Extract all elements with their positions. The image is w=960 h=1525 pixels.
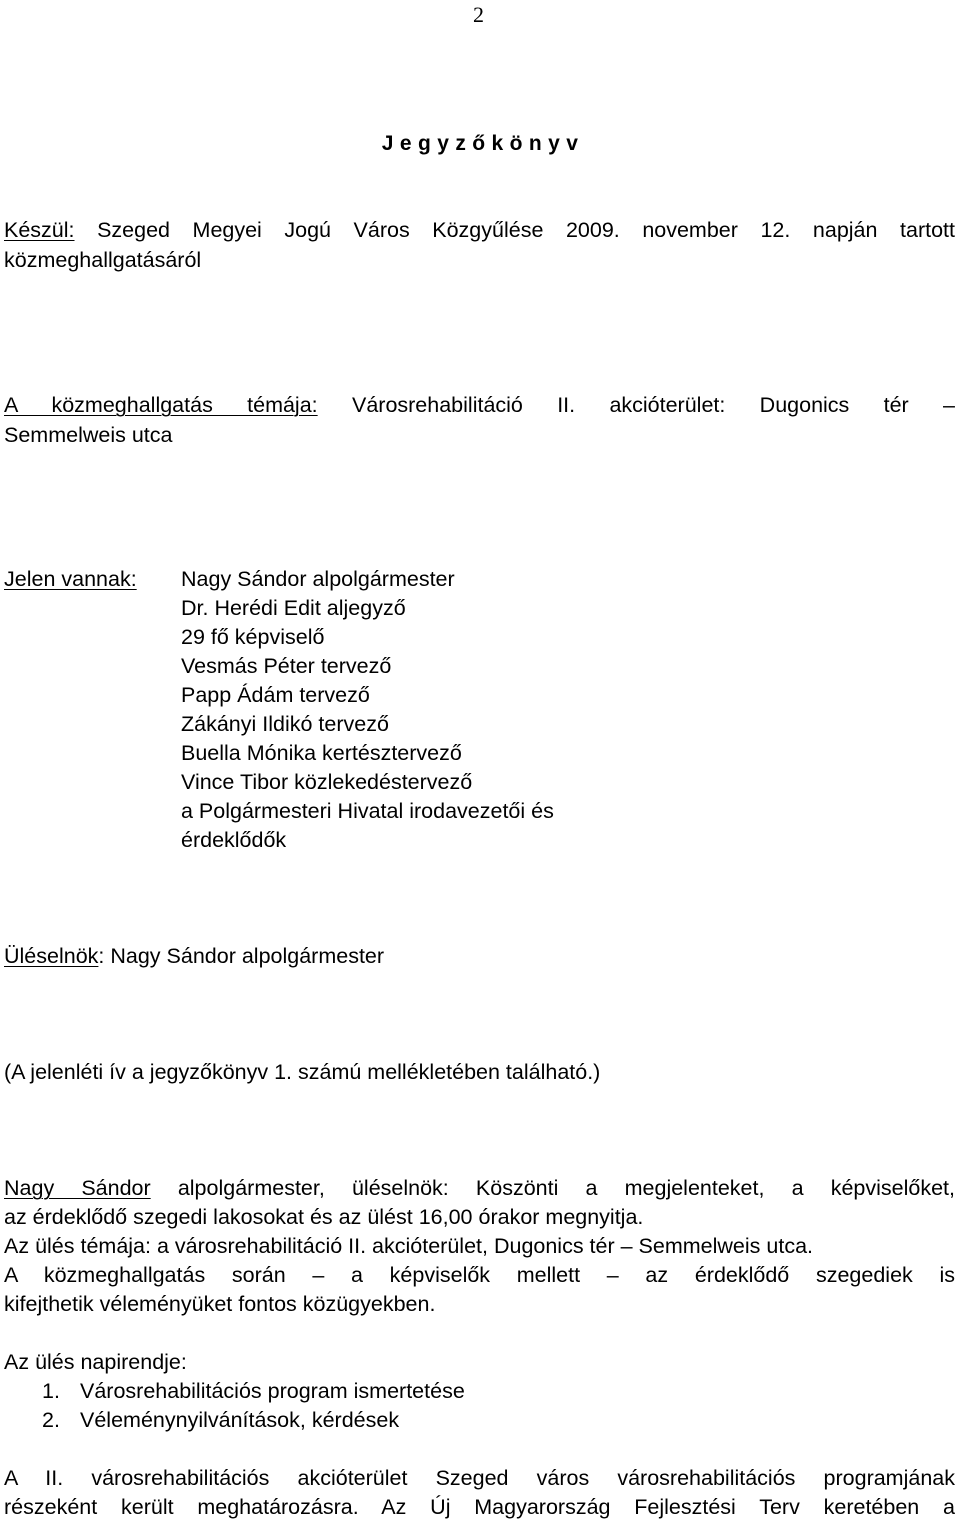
attendee-item: Papp Ádám tervező	[181, 683, 370, 707]
tema-line-1	[4, 393, 955, 418]
keszul-line-2: közmeghallgatásáról	[4, 248, 202, 272]
agenda-item-number: 1.	[42, 1379, 60, 1403]
jelenleti-note: (A jelenléti ív a jegyzőkönyv 1. számú mellékletében található.)	[4, 1060, 601, 1084]
uleselnok-value: : Nagy Sándor alpolgármester	[98, 944, 385, 968]
attendee-item: Zákányi Ildikó tervező	[181, 712, 389, 736]
keszul-text-1: Szeged Megyei Jogú Város Közgyűlése 2009. november 12. napján tartott	[97, 218, 955, 242]
agenda-item-text: Városrehabilitációs program ismertetése	[80, 1379, 465, 1403]
attendee-item: Buella Mónika kertésztervező	[181, 741, 462, 765]
opening-text-1: alpolgármester, üléselnök: Köszönti a megjelenteket, a képviselőket,	[177, 1176, 955, 1200]
speaker-name: Nagy Sándor	[4, 1176, 151, 1200]
uleselnok-label: Üléselnök	[4, 944, 99, 968]
opening-line-1	[4, 1176, 955, 1201]
attendee-item: 29 fő képviselő	[181, 625, 325, 649]
jelen-label: Jelen vannak:	[4, 567, 137, 591]
attendee-item: Vesmás Péter tervező	[181, 654, 392, 678]
keszul-label: Készül:	[4, 218, 75, 242]
uleselnok-line	[4, 944, 384, 969]
opening-line-3: Az ülés témája: a városrehabilitáció II. akcióterület, Dugonics tér – Semmelweis utca.	[4, 1234, 814, 1258]
agenda-item-text: Véleménynyilvánítások, kérdések	[80, 1408, 400, 1432]
opening-line-5: kifejthetik véleményüket fontos közügyekben.	[4, 1292, 436, 1316]
keszul-line-1	[4, 218, 955, 243]
attendee-item: Nagy Sándor alpolgármester	[181, 567, 455, 591]
agenda-item-number: 2.	[42, 1408, 60, 1432]
attendee-item: Vince Tibor közlekedéstervező	[181, 770, 473, 794]
attendee-item: a Polgármesteri Hivatal irodavezetői és	[181, 799, 554, 823]
closing-line-2: részeként került meghatározásra. Az Új Magyarország Fejlesztési Terv keretében a	[4, 1495, 955, 1519]
attendee-item: érdeklődők	[181, 828, 287, 852]
opening-line-2: az érdeklődő szegedi lakosokat és az ülést 16,00 órakor megnyitja.	[4, 1205, 644, 1229]
document-title: J e g y z ő k ö n y v	[381, 132, 579, 155]
closing-line-1: A II. városrehabilitációs akcióterület Szeged város városrehabilitációs programjának	[4, 1466, 955, 1490]
tema-label: A közmeghallgatás témája:	[4, 393, 318, 417]
tema-text-1: Városrehabilitáció II. akcióterület: Dugonics tér –	[351, 393, 955, 417]
attendee-item: Dr. Herédi Edit aljegyző	[181, 596, 406, 620]
opening-line-4: A közmeghallgatás során – a képviselők mellett – az érdeklődő szegediek is	[4, 1263, 955, 1287]
page-number: 2	[473, 2, 484, 27]
tema-line-2: Semmelweis utca	[4, 423, 173, 447]
agenda-label: Az ülés napirendje:	[4, 1350, 187, 1374]
